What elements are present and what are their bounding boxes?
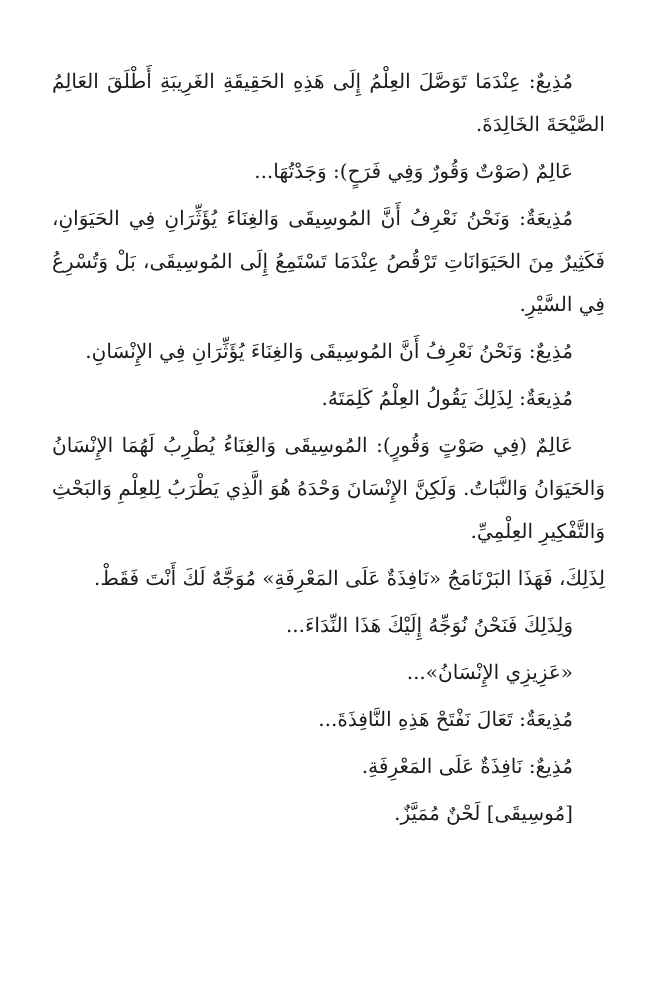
- paragraph-scientist-found-it: عَالِمٌ (صَوْتٌ وَقُورٌ وَفِي فَرَحٍ): وَجَدْتُهَا...: [254, 159, 573, 183]
- paragraph-call: وَلِذَلِكَ فَنَحْنُ نُوَجِّهُ إِلَيْكَ هَذَا النِّدَاءَ...: [285, 613, 573, 637]
- paragraph-open-window: مُذِيعَةٌ: تَعَالَ نَفْتَحْ هَذِهِ النَّافِذَةَ...: [318, 707, 573, 731]
- paragraph-dear-human: «عَزِيزِي الإِنْسَانُ»...: [406, 660, 573, 684]
- paragraph-announcer-intro: مُذِيعٌ: عِنْدَمَا تَوَصَّلَ العِلْمُ إِلَى هَذِهِ الحَقِيقَةِ الغَرِيبَةِ أَطْلَقَ العَالِمُ الصَّيْحَةَ الخَالِدَةَ.: [52, 69, 605, 136]
- paragraph-scientist-statement: عَالِمٌ (فِي صَوْتٍ وَقُورٍ): المُوسِيقَى وَالغِنَاءُ يُطْرِبُ لَهُمَا الإِنْسَانُ وَالحَيَوَانُ وَالنَّبَاتُ. وَلَكِنَّ الإِنْسَانَ وَحْدَهُ هُوَ الَّذِي يَطْرَبُ لِلعِلْمِ وَالبَحْثِ وَالتَّفْكِيرِ العِلْمِيِّ.: [52, 433, 605, 543]
- paragraph-music-animals: مُذِيعَةٌ: وَنَحْنُ نَعْرِفُ أَنَّ المُوسِيقَى وَالغِنَاءَ يُؤَثِّرَانِ فِي الحَيَوَانِ، فَكَثِيرٌ مِنَ الحَيَوَانَاتِ تَرْقُصُ عِنْدَمَا تَسْتَمِعُ إِلَى المُوسِيقَى، بَلْ وَتُسْرِعُ فِي السَّيْرِ.: [52, 206, 605, 316]
- paragraph-program-title: لِذَلِكَ، فَهَذَا البَرْنَامَجُ «نَافِذَةٌ عَلَى المَعْرِفَةِ» مُوَجَّهٌ لَكَ أَنْتَ فَقَطْ.: [94, 566, 605, 590]
- paragraph-window-knowledge: مُذِيعٌ: نَافِذَةٌ عَلَى المَعْرِفَةِ.: [361, 754, 573, 778]
- paragraph-music-humans: مُذِيعٌ: وَنَحْنُ نَعْرِفُ أَنَّ المُوسِيقَى وَالغِنَاءَ يُؤَثِّرَانِ فِي الإِنْسَانِ.: [85, 339, 573, 363]
- paragraph-science-word: مُذِيعَةٌ: لِذَلِكَ يَقُولُ العِلْمُ كَلِمَتَهُ.: [321, 386, 573, 410]
- paragraph-music-cue: [مُوسِيقَى] لَحْنٌ مُمَيَّزٌ.: [394, 801, 573, 825]
